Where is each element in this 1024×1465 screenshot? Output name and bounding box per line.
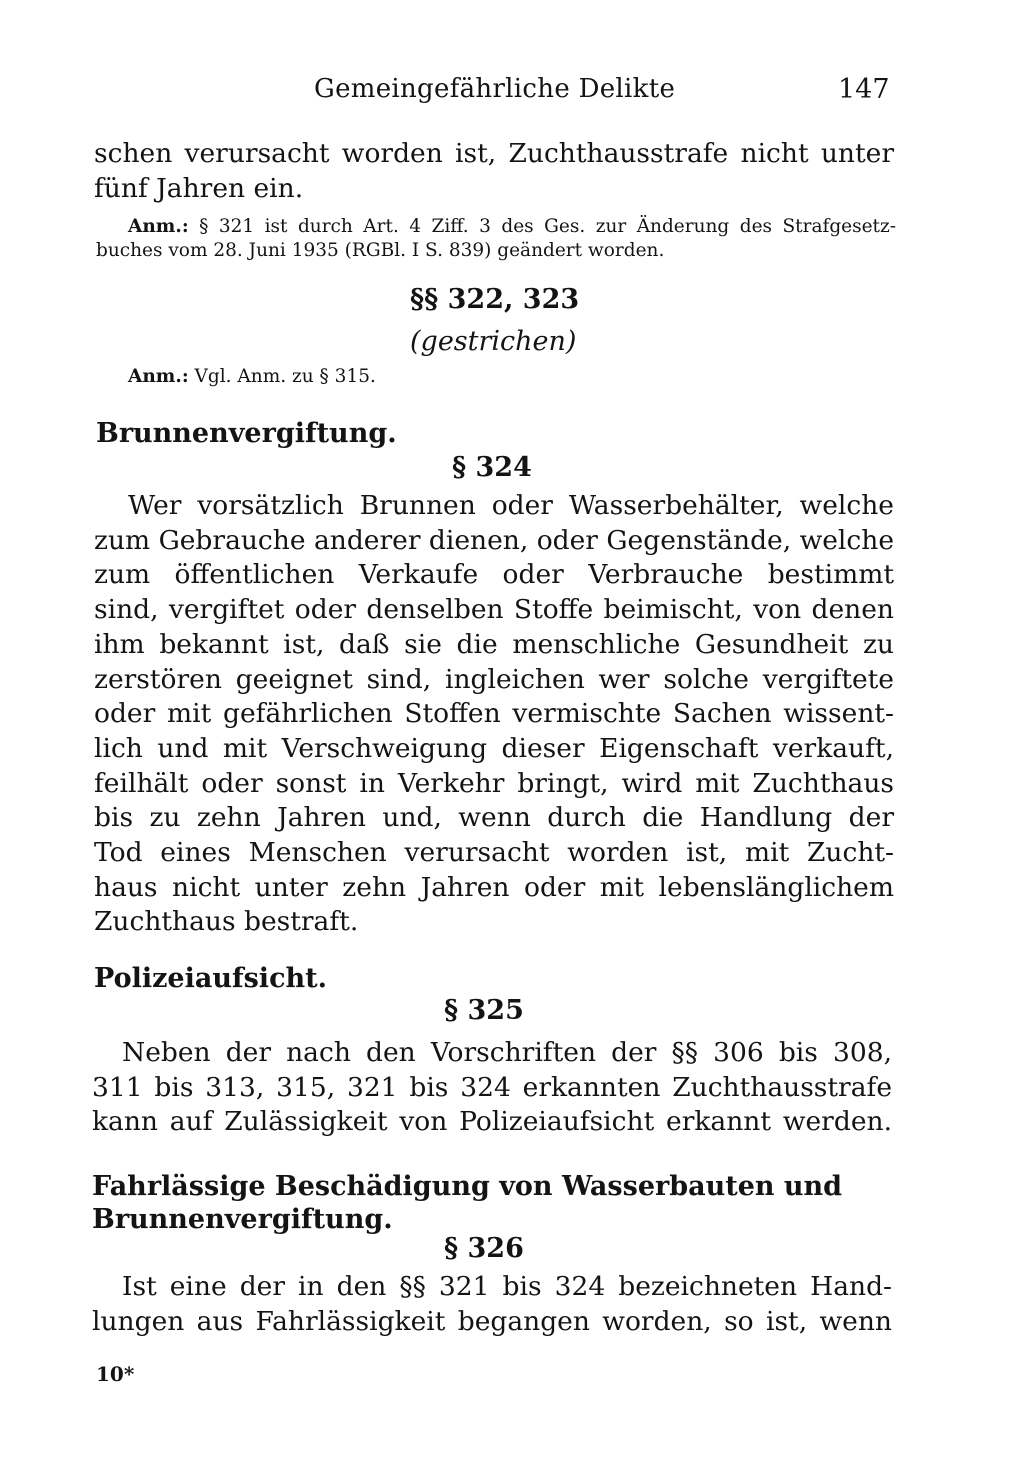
heading-polizeiaufsicht: Polizeiaufsicht. [94, 963, 328, 994]
section-number-324: § 324 [452, 452, 532, 483]
text-line: schen verursacht worden ist, Zuchthausstrafe nicht unter [94, 138, 894, 169]
note-321 [128, 215, 896, 239]
heading-brunnenvergiftung: Brunnenvergiftung. [96, 418, 397, 449]
text-line: Wer vorsätzlich Brunnen oder Wasserbehälter, welche [128, 490, 894, 521]
text-line: Tod eines Menschen verursacht worden ist, mit Zucht- [94, 837, 894, 869]
text-line: Zuchthaus bestraft. [94, 906, 359, 938]
note-321-continued [96, 239, 896, 263]
sheet-signature: 10* [96, 1362, 135, 1386]
text-line: feilhält oder sonst in Verkehr bringt, wird mit Zuchthaus [94, 767, 894, 799]
running-head: Gemeingefährliche Delikte [314, 74, 676, 104]
text-line: haus nicht unter zehn Jahren oder mit lebenslänglichem [94, 871, 894, 903]
section-number-325: § 325 [444, 995, 524, 1026]
section-325-text [92, 1036, 892, 1140]
heading-line: Brunnenvergiftung. [92, 1204, 393, 1235]
text-line: zum öffentlichen Verkaufe oder Verbrauche bestimmt [94, 559, 894, 591]
text-line: lungen aus Fahrlässigkeit begangen worden, so ist, wenn [92, 1305, 892, 1337]
note-line [128, 215, 896, 239]
note-line: buches vom 28. Juni 1935 (RGBl. I S. 839) geändert worden. [96, 240, 665, 261]
section-324-text [94, 489, 894, 940]
section-status-struck: (gestrichen) [410, 326, 577, 357]
section-number-326: § 326 [444, 1233, 524, 1264]
note-label: Anm.: [128, 216, 189, 237]
text-line: ihm bekannt ist, daß sie die menschliche Gesundheit zu [94, 628, 894, 660]
text-line: oder mit gefährlichen Stoffen vermischte Sachen wissent- [94, 698, 894, 730]
section-number-322-323: §§ 322, 323 [410, 284, 580, 315]
note-322-323 [128, 365, 376, 389]
text-line: zerstören geeignet sind, ingleichen wer solche vergiftete [94, 663, 894, 695]
text-line: bis zu zehn Jahren und, wenn durch die Handlung der [94, 802, 894, 834]
text-line: kann auf Zulässigkeit von Polizeiaufsicht erkannt werden. [92, 1106, 892, 1138]
text-line: zum Gebrauche anderer dienen, oder Gegenstände, welche [94, 524, 894, 556]
heading-line: Fahrlässige Beschädigung von Wasserbauten und [92, 1171, 843, 1202]
text-line: fünf Jahren ein. [94, 172, 304, 204]
text-line: 311 bis 313, 315, 321 bis 324 erkannten Zuchthausstrafe [92, 1071, 892, 1103]
text-line: lich und mit Verschweigung dieser Eigenschaft verkauft, [94, 732, 894, 764]
note-text: § 321 ist durch Art. 4 Ziff. 3 des Ges. zur Änderung des Strafgesetz- [199, 216, 896, 237]
heading-fahrlaessige-beschaedigung [92, 1170, 892, 1236]
text-line: sind, vergiftet oder denselben Stoffe beimischt, von denen [94, 594, 894, 626]
text-line: Neben der nach den Vorschriften der §§ 306 bis 308, [122, 1037, 892, 1068]
continuation-paragraph [94, 137, 894, 206]
section-326-text [92, 1270, 892, 1339]
note-label: Anm.: [128, 366, 189, 387]
page-number: 147 [838, 74, 890, 105]
text-line: Ist eine der in den §§ 321 bis 324 bezeichneten Hand- [122, 1271, 892, 1302]
note-text: Vgl. Anm. zu § 315. [194, 366, 376, 387]
